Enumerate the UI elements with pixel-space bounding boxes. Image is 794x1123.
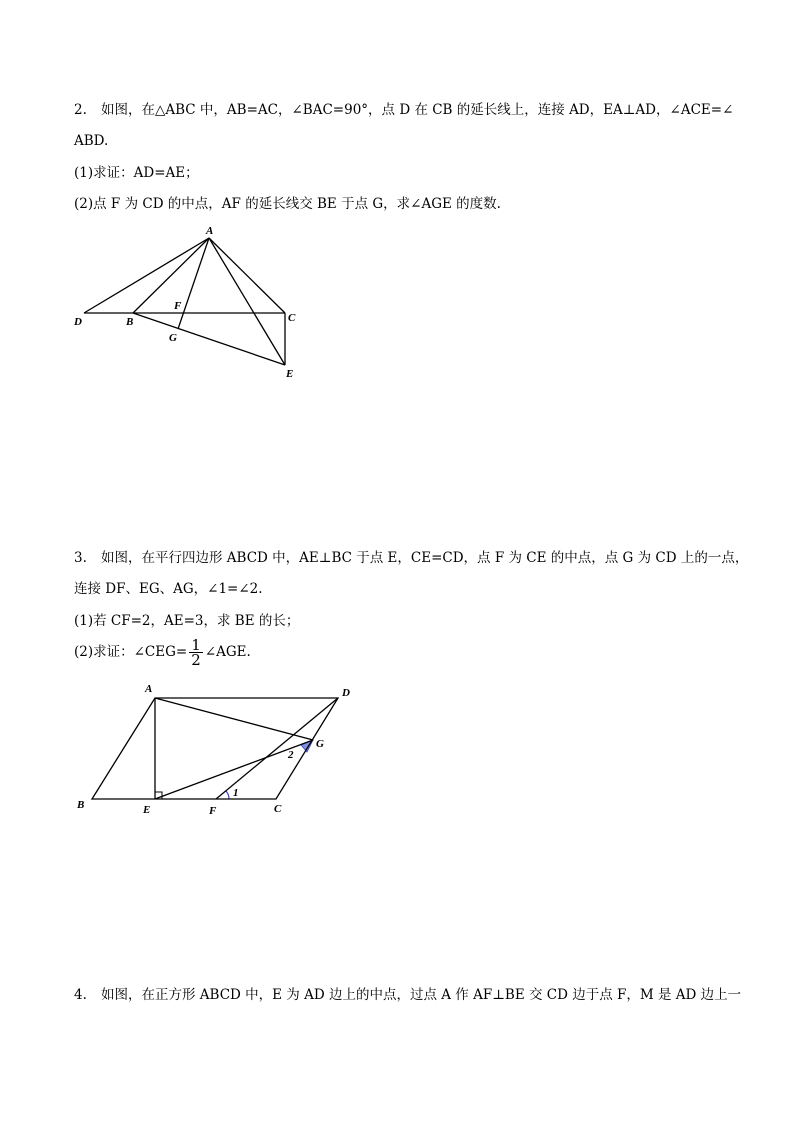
problem-4-text-1: 如图，在正方形 ABCD 中，E 为 AD 边上的中点，过点 A 作 AF⊥BE 交 CD 边于点 F，M 是 AD 边上一 [101,987,742,1003]
label-B: B [77,799,85,811]
problem-3-text-1: 如图，在平行四边形 ABCD 中，AE⊥BC 于点 E，CE=CD，点 F 为 CE 的中点，点 G 为 CD 上的一点， [101,550,749,566]
label-C: C [288,312,296,324]
problem-4-number: 4. [74,987,87,1003]
problem-3-part-1: (1)若 CF=2，AE=3，求 BE 的长； [74,613,300,629]
angle-1-mark [226,791,229,799]
label-A: A [145,683,153,695]
problem-2-part-1: (1)求证：AD=AE； [74,165,199,181]
label-angle-2: 2 [288,749,294,761]
label-B: B [126,316,134,328]
problem-2-line-2: ABD. [74,133,109,149]
fraction-numerator: 1 [191,636,201,654]
label-G: G [316,738,324,750]
problem-2-number: 2. [74,102,87,118]
problem-3-part-2-suffix: ∠AGE. [204,644,251,660]
problem-3-number: 3. [74,550,87,566]
label-angle-1: 1 [233,787,239,799]
fraction-denominator: 2 [191,651,201,669]
parallelogram-ABCD [92,698,338,799]
label-F: F [209,805,217,817]
problem-4-line-1 [74,986,741,1004]
label-C: C [274,803,282,815]
label-A: A [206,225,214,237]
label-D: D [74,316,82,328]
label-F: F [174,300,182,312]
line-AG [155,698,313,740]
problem-2-part-2: (2)点 F 为 CD 的中点，AF 的延长线交 BE 于点 G，求∠AGE 的度数. [74,196,501,212]
label-E: E [286,368,294,380]
problem-2-text-1: 如图，在△ABC 中，AB=AC，∠BAC=90°，点 D 在 CB 的延长线上，连接 AD，EA⊥AD，∠ACE=∠ [101,102,734,118]
label-D: D [342,687,350,699]
problem-3-part-2-prefix: (2)求证：∠CEG= [74,644,188,660]
problem-3-line-2: 连接 DF、EG、AG，∠1=∠2. [74,581,263,597]
label-E: E [143,804,151,816]
label-G: G [169,332,177,344]
